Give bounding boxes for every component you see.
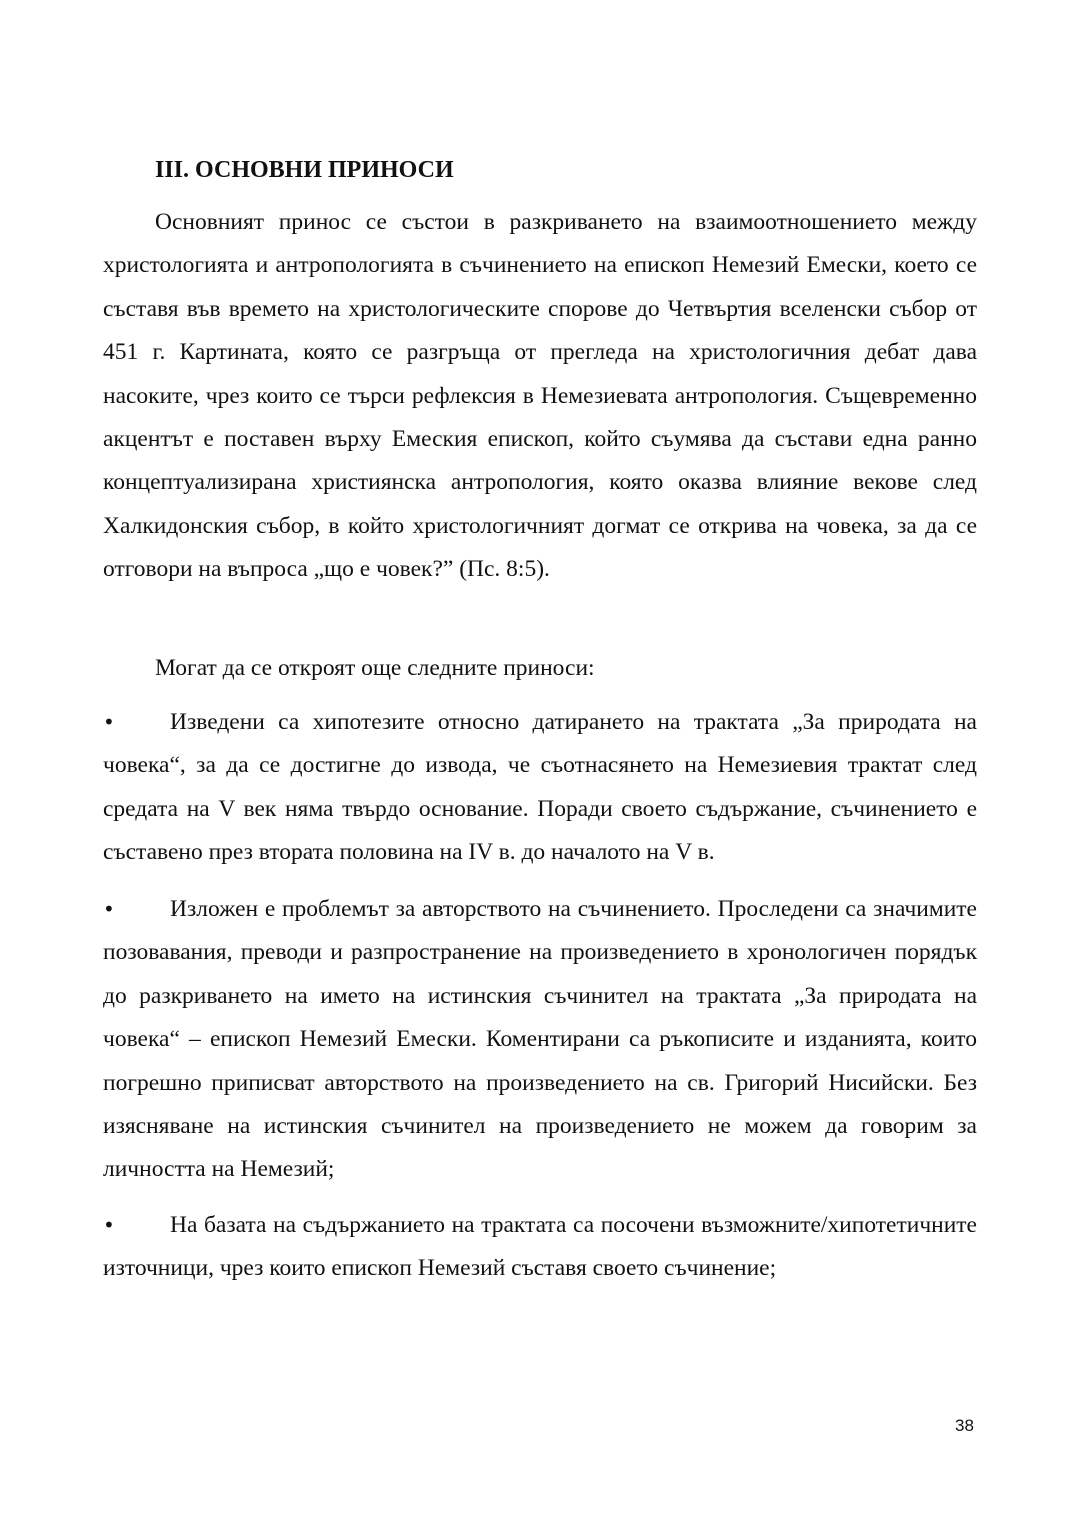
paragraph-additional-contributions-intro: Могат да се откроят още следните приноси: bbox=[155, 655, 595, 681]
bullet-icon: • bbox=[103, 710, 115, 734]
section-heading: III. ОСНОВНИ ПРИНОСИ bbox=[155, 157, 454, 183]
bullet-icon: • bbox=[103, 1213, 115, 1237]
bullet-icon: • bbox=[103, 897, 115, 921]
page-number: 38 bbox=[955, 1416, 974, 1435]
paragraph-main-contribution: Основният принос се състои в разкриването на взаимоотношението между христологията и антропологията в съчинението на епископ Немезий Емески, което се съставя във времето на христологическите спорове до Четвъртия вселенски събор от 451 г. Картината, която се разгръща от прегледа на христологичния дебат дава насоките, чрез които се търси рефлексия в Немезиевата антропология. Същевременно акцентът е поставен върху Емеския епископ, който съумява да състави една ранно концептуализирана християнска антропология, която оказва влияние векове след Халкидонския събор, в който христологичният догмат се открива на човека, за да се отговори на въпроса „що е човек?” (Пс. 8:5). bbox=[103, 209, 977, 583]
document-page bbox=[103, 0, 977, 1527]
bullet-text: Изложен е проблемът за авторството на съчинението. Проследени са значимите позовавания, преводи и разпространение на произведението в хронологичен порядък до разкриването на името на истинския съчинител на трактата „За природата на човека“ – епископ Немезий Емески. Коментирани са ръкописите и изданията, които погрешно приписват авторството на произведението на св. Григорий Нисийски. Без изясняване на истинския съчинител на произведението не можем да говорим за личността на Немезий; bbox=[103, 896, 977, 1183]
bullet-item-dating bbox=[103, 701, 977, 875]
bullet-item-sources bbox=[103, 1204, 977, 1291]
bullet-text: Изведени са хипотезите относно датирането на трактата „За природата на човека“, за да се достигне до извода, че съотнасянето на Немезиевия трактат след средата на V век няма твърдо основание. Поради своето съдържание, съчинението е съставено през втората половина на IV в. до началото на V в. bbox=[103, 709, 977, 866]
bullet-item-authorship bbox=[103, 888, 977, 1192]
bullet-text: На базата на съдържанието на трактата са посочени възможните/хипотетичните източници, чрез които епископ Немезий съставя своето съчинение; bbox=[103, 1212, 977, 1282]
